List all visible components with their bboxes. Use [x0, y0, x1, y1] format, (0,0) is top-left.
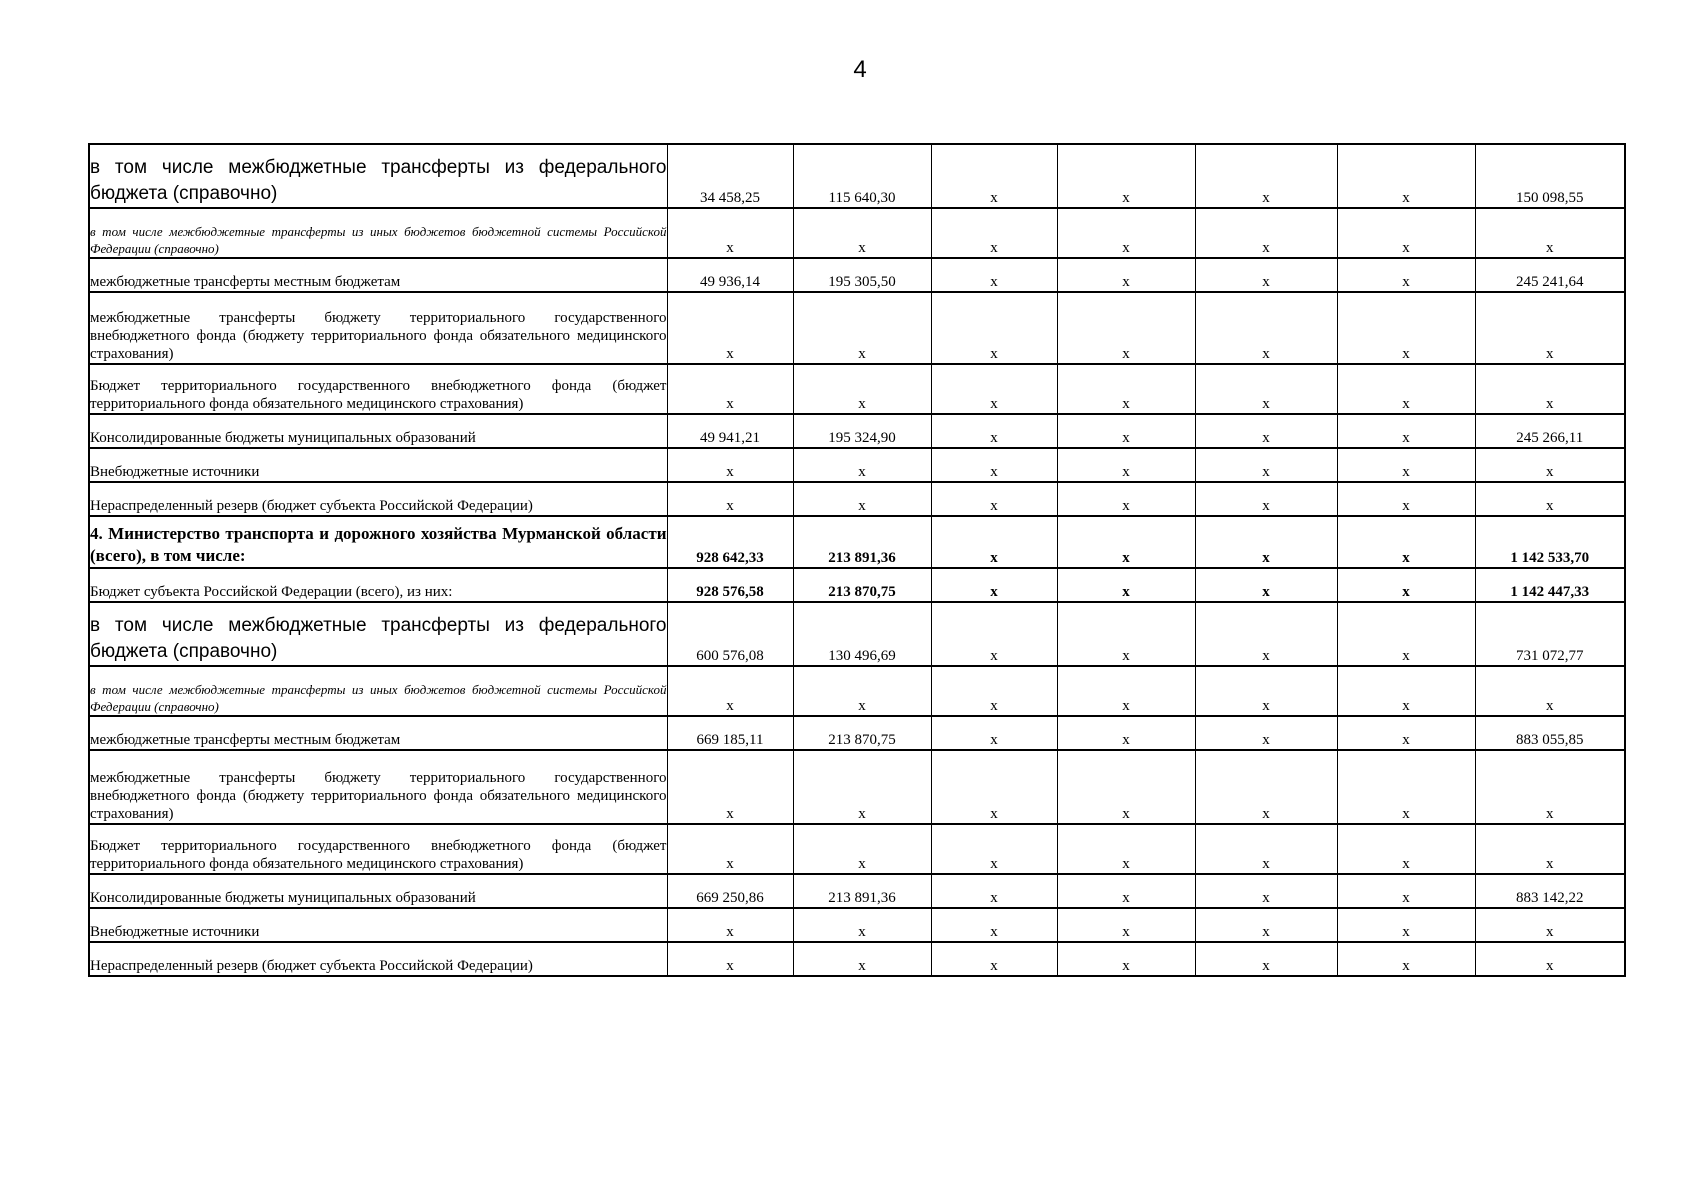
row-value: x	[1195, 258, 1337, 292]
row-value: 1 142 447,33	[1475, 568, 1625, 602]
row-value: 928 576,58	[667, 568, 793, 602]
row-value: 600 576,08	[667, 602, 793, 666]
table-row	[89, 908, 1625, 942]
row-value: x	[1057, 716, 1195, 750]
row-value: x	[1057, 666, 1195, 716]
row-value: x	[1057, 292, 1195, 364]
row-value: x	[1057, 602, 1195, 666]
row-value: x	[1195, 414, 1337, 448]
row-value: x	[1057, 874, 1195, 908]
table-row	[89, 942, 1625, 976]
row-value: x	[1057, 258, 1195, 292]
row-label: в том числе межбюджетные трансферты из федерального бюджета (справочно)	[89, 602, 667, 666]
row-value: 245 241,64	[1475, 258, 1625, 292]
row-label: Консолидированные бюджеты муниципальных образований	[89, 414, 667, 448]
row-value: x	[1337, 874, 1475, 908]
row-value: x	[931, 258, 1057, 292]
row-value: 213 891,36	[793, 874, 931, 908]
row-value: x	[931, 364, 1057, 414]
row-value: x	[793, 942, 931, 976]
row-value: x	[1195, 144, 1337, 208]
row-value: x	[1195, 482, 1337, 516]
row-value: x	[1057, 414, 1195, 448]
table-row	[89, 414, 1625, 448]
row-value: x	[1195, 516, 1337, 568]
row-value: x	[1475, 364, 1625, 414]
row-value: x	[1337, 824, 1475, 874]
row-value: x	[667, 448, 793, 482]
table-row	[89, 824, 1625, 874]
table-row	[89, 144, 1625, 208]
row-value: x	[931, 448, 1057, 482]
row-value: 731 072,77	[1475, 602, 1625, 666]
row-value: x	[931, 666, 1057, 716]
row-value: x	[667, 364, 793, 414]
row-value: x	[931, 716, 1057, 750]
table-row	[89, 364, 1625, 414]
table-row	[89, 666, 1625, 716]
row-value: x	[931, 942, 1057, 976]
row-value: x	[1195, 568, 1337, 602]
row-value: 883 055,85	[1475, 716, 1625, 750]
row-value: 213 891,36	[793, 516, 931, 568]
row-value: 130 496,69	[793, 602, 931, 666]
row-value: x	[1337, 908, 1475, 942]
page-number: 4	[853, 56, 867, 83]
table-row	[89, 602, 1625, 666]
row-value: x	[1195, 602, 1337, 666]
row-value: 669 250,86	[667, 874, 793, 908]
row-value: x	[1337, 666, 1475, 716]
row-value: x	[1195, 208, 1337, 258]
row-label: в том числе межбюджетные трансферты из федерального бюджета (справочно)	[89, 144, 667, 208]
row-value: x	[931, 750, 1057, 824]
row-value: x	[1057, 364, 1195, 414]
table-row	[89, 568, 1625, 602]
row-value: 195 305,50	[793, 258, 931, 292]
table-row	[89, 516, 1625, 568]
row-value: x	[1475, 942, 1625, 976]
row-value: x	[1337, 516, 1475, 568]
row-label: Бюджет территориального государственного внебюджетного фонда (бюджет территориального фонда обязательного медицинского страхования)	[89, 824, 667, 874]
row-value: x	[931, 824, 1057, 874]
row-value: x	[1195, 292, 1337, 364]
row-value: x	[1475, 448, 1625, 482]
row-value: x	[1475, 292, 1625, 364]
row-label: Внебюджетные источники	[89, 908, 667, 942]
row-value: x	[1337, 364, 1475, 414]
row-value: x	[1475, 482, 1625, 516]
table-row	[89, 482, 1625, 516]
row-value: x	[1337, 568, 1475, 602]
row-label: межбюджетные трансферты местным бюджетам	[89, 258, 667, 292]
row-value: 213 870,75	[793, 716, 931, 750]
row-value: x	[793, 908, 931, 942]
row-value: x	[931, 874, 1057, 908]
row-value: x	[931, 414, 1057, 448]
row-value: x	[1057, 824, 1195, 874]
row-label: Консолидированные бюджеты муниципальных образований	[89, 874, 667, 908]
row-value: x	[1337, 448, 1475, 482]
row-value: x	[667, 208, 793, 258]
row-value: x	[1475, 824, 1625, 874]
row-value: x	[1337, 414, 1475, 448]
row-label: Бюджет территориального государственного внебюджетного фонда (бюджет территориального фонда обязательного медицинского страхования)	[89, 364, 667, 414]
row-value: x	[1195, 824, 1337, 874]
row-value: x	[1195, 942, 1337, 976]
row-label: в том числе межбюджетные трансферты из иных бюджетов бюджетной системы Российской Федерации (справочно)	[89, 208, 667, 258]
row-value: x	[667, 666, 793, 716]
row-value: x	[1195, 908, 1337, 942]
table-row	[89, 750, 1625, 824]
row-value: x	[1337, 208, 1475, 258]
row-value: 49 936,14	[667, 258, 793, 292]
row-value: x	[667, 942, 793, 976]
row-value: x	[793, 824, 931, 874]
row-value: x	[1057, 482, 1195, 516]
row-label: в том числе межбюджетные трансферты из иных бюджетов бюджетной системы Российской Федерации (справочно)	[89, 666, 667, 716]
row-value: x	[1337, 258, 1475, 292]
row-value: x	[1337, 602, 1475, 666]
row-value: x	[1195, 716, 1337, 750]
row-value: x	[1475, 908, 1625, 942]
row-value: x	[667, 908, 793, 942]
row-value: x	[1195, 666, 1337, 716]
row-value: x	[1195, 874, 1337, 908]
row-value: x	[793, 482, 931, 516]
row-value: 928 642,33	[667, 516, 793, 568]
row-value: x	[1057, 516, 1195, 568]
row-value: x	[1337, 942, 1475, 976]
row-value: x	[931, 292, 1057, 364]
table-row	[89, 716, 1625, 750]
row-label: 4. Министерство транспорта и дорожного хозяйства Мурманской области (всего), в том числе:	[89, 516, 667, 568]
table-row	[89, 874, 1625, 908]
row-value: x	[1057, 750, 1195, 824]
row-value: x	[1195, 750, 1337, 824]
row-value: x	[1057, 448, 1195, 482]
row-value: 34 458,25	[667, 144, 793, 208]
row-value: x	[931, 516, 1057, 568]
row-value: x	[793, 292, 931, 364]
table-row	[89, 448, 1625, 482]
row-value: 883 142,22	[1475, 874, 1625, 908]
row-value: x	[1475, 750, 1625, 824]
table-row	[89, 292, 1625, 364]
budget-table-body	[89, 144, 1625, 976]
row-value: x	[1057, 568, 1195, 602]
row-label: межбюджетные трансферты бюджету территориального государственного внебюджетного фонда (бюджету территориального фонда обязательного медицинского страхования)	[89, 750, 667, 824]
row-value: 195 324,90	[793, 414, 931, 448]
row-value: x	[1337, 292, 1475, 364]
table-row	[89, 208, 1625, 258]
row-value: x	[931, 144, 1057, 208]
row-value: 669 185,11	[667, 716, 793, 750]
row-value: x	[1475, 208, 1625, 258]
row-value: x	[667, 292, 793, 364]
row-value: 150 098,55	[1475, 144, 1625, 208]
row-value: x	[931, 208, 1057, 258]
row-value: x	[793, 666, 931, 716]
row-value: x	[1337, 144, 1475, 208]
row-value: x	[1195, 364, 1337, 414]
row-value: x	[1475, 666, 1625, 716]
row-label: Бюджет субъекта Российской Федерации (всего), из них:	[89, 568, 667, 602]
row-value: 245 266,11	[1475, 414, 1625, 448]
row-value: x	[931, 908, 1057, 942]
row-value: x	[931, 482, 1057, 516]
row-value: x	[793, 208, 931, 258]
row-value: x	[1057, 908, 1195, 942]
row-label: Внебюджетные источники	[89, 448, 667, 482]
row-value: x	[667, 824, 793, 874]
budget-table	[88, 143, 1626, 977]
row-value: x	[667, 482, 793, 516]
row-value: x	[931, 568, 1057, 602]
table-row	[89, 258, 1625, 292]
row-value: x	[1337, 750, 1475, 824]
row-value: 115 640,30	[793, 144, 931, 208]
row-value: x	[1057, 144, 1195, 208]
row-value: x	[931, 602, 1057, 666]
row-value: x	[1195, 448, 1337, 482]
row-value: x	[793, 364, 931, 414]
row-value: 213 870,75	[793, 568, 931, 602]
row-value: 1 142 533,70	[1475, 516, 1625, 568]
row-value: x	[1337, 716, 1475, 750]
row-label: Нераспределенный резерв (бюджет субъекта Российской Федерации)	[89, 482, 667, 516]
row-value: x	[793, 448, 931, 482]
row-label: Нераспределенный резерв (бюджет субъекта Российской Федерации)	[89, 942, 667, 976]
row-value: x	[1337, 482, 1475, 516]
row-value: x	[1057, 208, 1195, 258]
row-value: x	[793, 750, 931, 824]
row-label: межбюджетные трансферты бюджету территориального государственного внебюджетного фонда (бюджету территориального фонда обязательного медицинского страхования)	[89, 292, 667, 364]
row-value: 49 941,21	[667, 414, 793, 448]
row-value: x	[667, 750, 793, 824]
row-label: межбюджетные трансферты местным бюджетам	[89, 716, 667, 750]
row-value: x	[1057, 942, 1195, 976]
